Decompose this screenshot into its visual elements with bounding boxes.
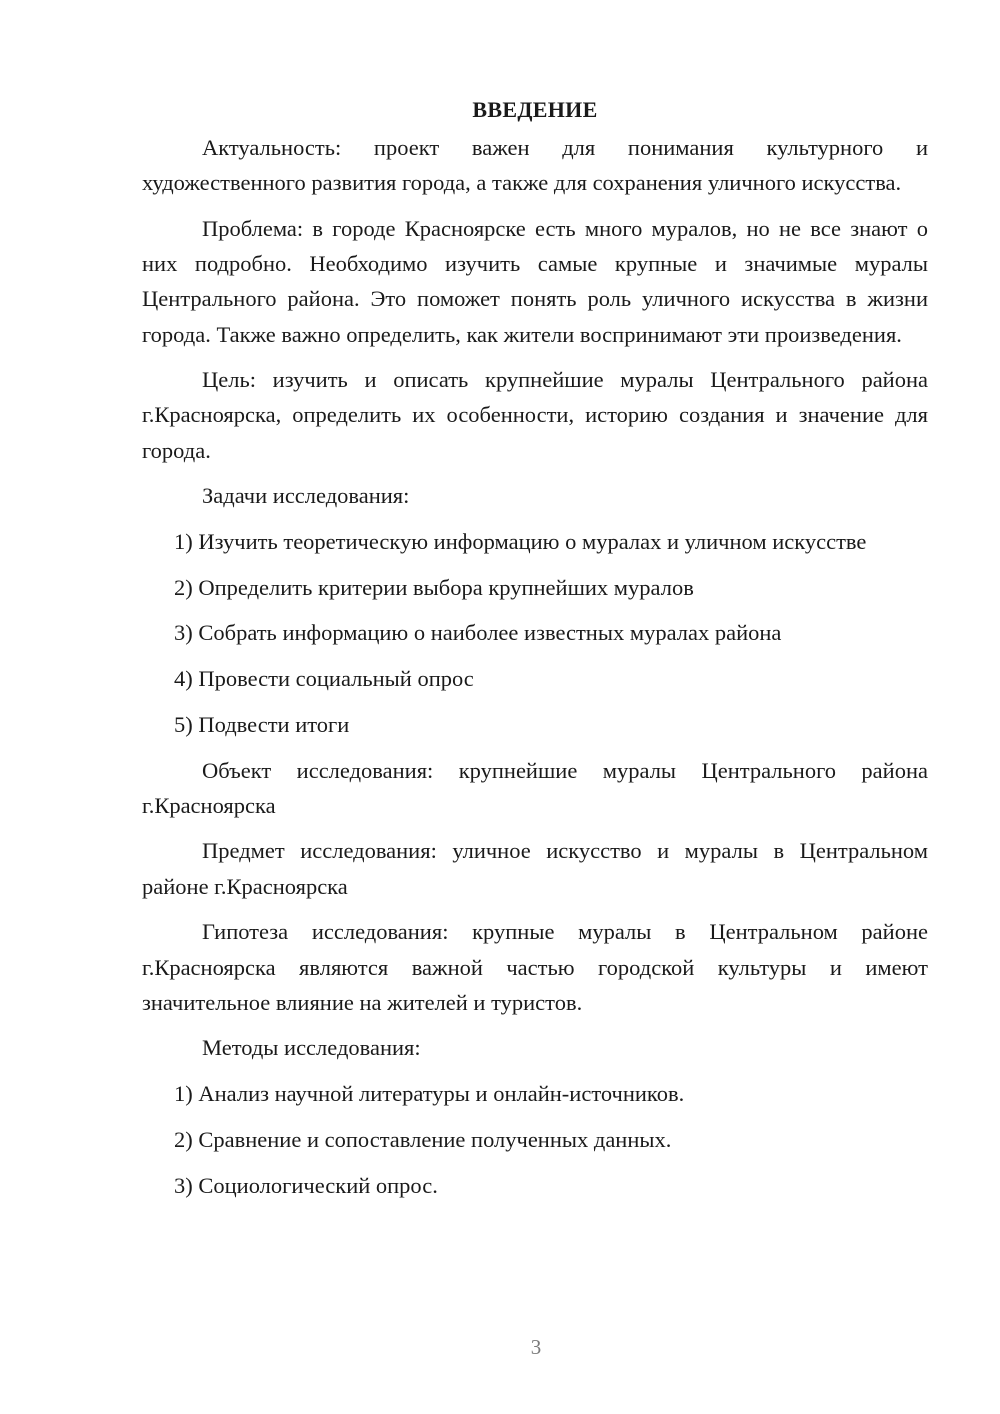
task-item: 2) Определить критерии выбора крупнейших муралов [174, 574, 694, 600]
document-page [142, 92, 928, 1213]
section-heading: ВВЕДЕНИЕ [472, 97, 598, 122]
page-number: 3 [530, 1335, 542, 1359]
task-item: 3) Собрать информацию о наиболее известных муралах района [174, 620, 782, 646]
tasks-title: Задачи исследования: [202, 483, 410, 509]
relevance-paragraph: Актуальность: проект важен для понимания культурного и художественного развития города, а также для сохранения уличного искусства. [142, 135, 928, 196]
problem-paragraph: Проблема: в городе Красноярске есть много муралов, но не все знают о них подробно. Необходимо изучить самые крупные и значимые муралы Центрального района. Это поможет понять роль уличного искусства в жизни города. Также важно определить, как жители воспринимают эти произведения. [142, 215, 928, 347]
method-item: 3) Социологический опрос. [174, 1172, 438, 1198]
methods-title: Методы исследования: [202, 1035, 421, 1061]
method-item: 2) Сравнение и сопоставление полученных данных. [174, 1126, 672, 1152]
task-item: 5) Подвести итоги [174, 711, 350, 737]
method-item: 1) Анализ научной литературы и онлайн-источников. [174, 1081, 685, 1107]
subject-paragraph: Предмет исследования: уличное искусство и муралы в Центральном районе г.Красноярска [142, 838, 928, 899]
goal-paragraph: Цель: изучить и описать крупнейшие муралы Центрального района г.Красноярска, определить их особенности, историю создания и значение для города. [142, 367, 928, 463]
hypothesis-paragraph: Гипотеза исследования: крупные муралы в Центральном районе г.Красноярска являются важной частью городской культуры и имеют значительное влияние на жителей и туристов. [142, 919, 928, 1015]
task-item: 1) Изучить теоретическую информацию о муралах и уличном искусстве [174, 529, 867, 555]
object-paragraph: Объект исследования: крупнейшие муралы Центрального района г.Красноярска [142, 757, 928, 818]
task-item: 4) Провести социальный опрос [174, 666, 474, 692]
